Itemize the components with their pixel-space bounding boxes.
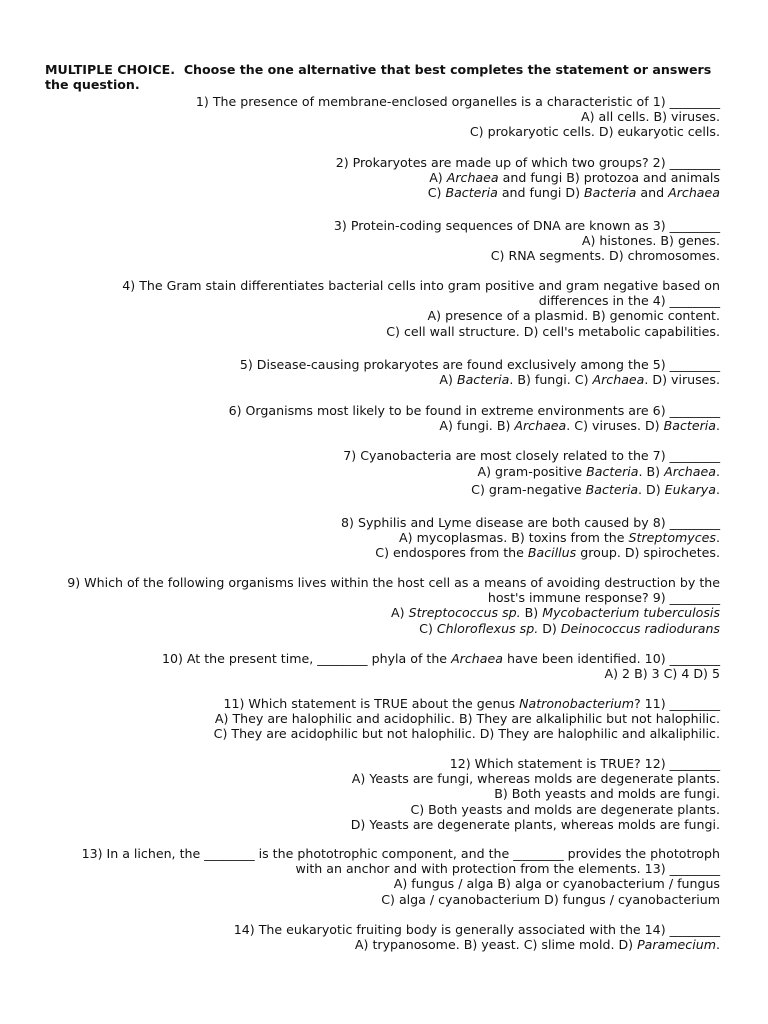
question-7 bbox=[343, 448, 720, 498]
question-10-stem: 10) At the present time, ________ phyla of the Archaea have been identified. 10) ________ bbox=[161, 651, 720, 666]
question-12 bbox=[351, 756, 720, 832]
question-12-option-d: D) Yeasts are degenerate plants, whereas molds are fungi. bbox=[350, 816, 720, 832]
question-1-options-cd: C) prokaryotic cells. D) eukaryotic cells. bbox=[469, 124, 720, 140]
question-10-options: A) 2 B) 3 C) 4 D) 5 bbox=[604, 666, 720, 682]
question-12-option-c: C) Both yeasts and molds are degenerate plants. bbox=[410, 801, 720, 817]
question-1-options-ab: A) all cells. B) viruses. bbox=[580, 109, 720, 125]
question-11-stem: 11) Which statement is TRUE about the genus Natronobacterium? 11) ________ bbox=[223, 696, 720, 711]
question-13 bbox=[82, 846, 720, 907]
question-1-stem: 1) The presence of membrane-enclosed organelles is a characteristic of 1) ________ bbox=[195, 94, 720, 109]
question-8-stem: 8) Syphilis and Lyme disease are both caused by 8) ________ bbox=[341, 515, 720, 530]
question-5-stem: 5) Disease-causing prokaryotes are found exclusively among the 5) ________ bbox=[239, 357, 720, 372]
question-4 bbox=[122, 278, 720, 339]
question-12-stem: 12) Which statement is TRUE? 12) ________ bbox=[449, 756, 720, 771]
question-13-stem-cont: with an anchor and with protection from the elements. 13) ________ bbox=[295, 861, 720, 877]
question-12-option-b: B) Both yeasts and molds are fungi. bbox=[494, 786, 720, 802]
question-2-options-cd: C) Bacteria and fungi D) Bacteria and Archaea bbox=[427, 185, 720, 201]
question-9-stem-cont: host's immune response? 9) ________ bbox=[487, 590, 720, 606]
question-5-options: A) Bacteria. B) fungi. C) Archaea. D) viruses. bbox=[439, 372, 720, 388]
question-1 bbox=[196, 94, 720, 140]
question-14-options: A) trypanosome. B) yeast. C) slime mold. D) Paramecium. bbox=[354, 937, 720, 953]
question-2 bbox=[336, 155, 720, 201]
question-10 bbox=[162, 651, 720, 681]
question-14 bbox=[234, 922, 720, 952]
question-7-stem: 7) Cyanobacteria are most closely related to the 7) ________ bbox=[343, 448, 720, 463]
question-6 bbox=[229, 403, 720, 433]
question-3-options-ab: A) histones. B) genes. bbox=[581, 233, 720, 249]
question-11-options-cd: C) They are acidophilic but not halophilic. D) They are halophilic and alkaliphilic. bbox=[213, 726, 720, 742]
question-3-options-cd: C) RNA segments. D) chromosomes. bbox=[490, 248, 720, 264]
question-8 bbox=[341, 515, 720, 561]
instructions-header bbox=[45, 62, 725, 92]
question-9-options-cd: C) Chloroflexus sp. D) Deinococcus radiodurans bbox=[419, 620, 720, 636]
section-label: MULTIPLE CHOICE. bbox=[45, 62, 176, 77]
question-13-options-ab: A) fungus / alga B) alga or cyanobacterium / fungus bbox=[393, 876, 720, 892]
question-9-options-ab: A) Streptococcus sp. B) Mycobacterium tuberculosis bbox=[391, 605, 720, 621]
question-14-stem: 14) The eukaryotic fruiting body is generally associated with the 14) ________ bbox=[233, 922, 720, 937]
question-2-stem: 2) Prokaryotes are made up of which two groups? 2) ________ bbox=[335, 155, 720, 170]
question-3-stem: 3) Protein-coding sequences of DNA are known as 3) ________ bbox=[333, 218, 720, 233]
question-8-options-ab: A) mycoplasmas. B) toxins from the Streptomyces. bbox=[399, 530, 720, 546]
question-4-stem-cont: differences in the 4) ________ bbox=[538, 293, 720, 309]
question-6-stem: 6) Organisms most likely to be found in extreme environments are 6) ________ bbox=[228, 403, 720, 418]
question-4-options-ab: A) presence of a plasmid. B) genomic content. bbox=[427, 308, 720, 324]
section-instruction: Choose the one alternative that best completes the statement or answers the question. bbox=[45, 62, 712, 92]
question-13-stem: 13) In a lichen, the ________ is the phototrophic component, and the ________ provides the phototroph bbox=[81, 846, 720, 861]
question-7-options-ab: A) gram-positive Bacteria. B) Archaea. bbox=[477, 464, 720, 480]
question-12-option-a: A) Yeasts are fungi, whereas molds are degenerate plants. bbox=[351, 771, 720, 787]
question-13-options-cd: C) alga / cyanobacterium D) fungus / cyanobacterium bbox=[381, 891, 720, 907]
question-7-options-cd: C) gram-negative Bacteria. D) Eukarya. bbox=[471, 482, 720, 498]
question-11-options-ab: A) They are halophilic and acidophilic. B) They are alkaliphilic but not halophilic. bbox=[214, 711, 720, 727]
question-2-options-ab: A) Archaea and fungi B) protozoa and animals bbox=[429, 170, 720, 186]
question-9-stem: 9) Which of the following organisms lives within the host cell as a means of avoiding destruction by the bbox=[67, 575, 720, 590]
question-6-options: A) fungi. B) Archaea. C) viruses. D) Bacteria. bbox=[439, 418, 720, 434]
question-3 bbox=[334, 218, 720, 264]
question-11 bbox=[214, 696, 720, 742]
question-4-options-cd: C) cell wall structure. D) cell's metabolic capabilities. bbox=[386, 323, 720, 339]
question-5 bbox=[240, 357, 720, 387]
question-4-stem: 4) The Gram stain differentiates bacterial cells into gram positive and gram negative based on bbox=[122, 278, 720, 293]
question-8-options-cd: C) endospores from the Bacillus group. D) spirochetes. bbox=[375, 545, 720, 561]
question-9 bbox=[67, 575, 720, 636]
